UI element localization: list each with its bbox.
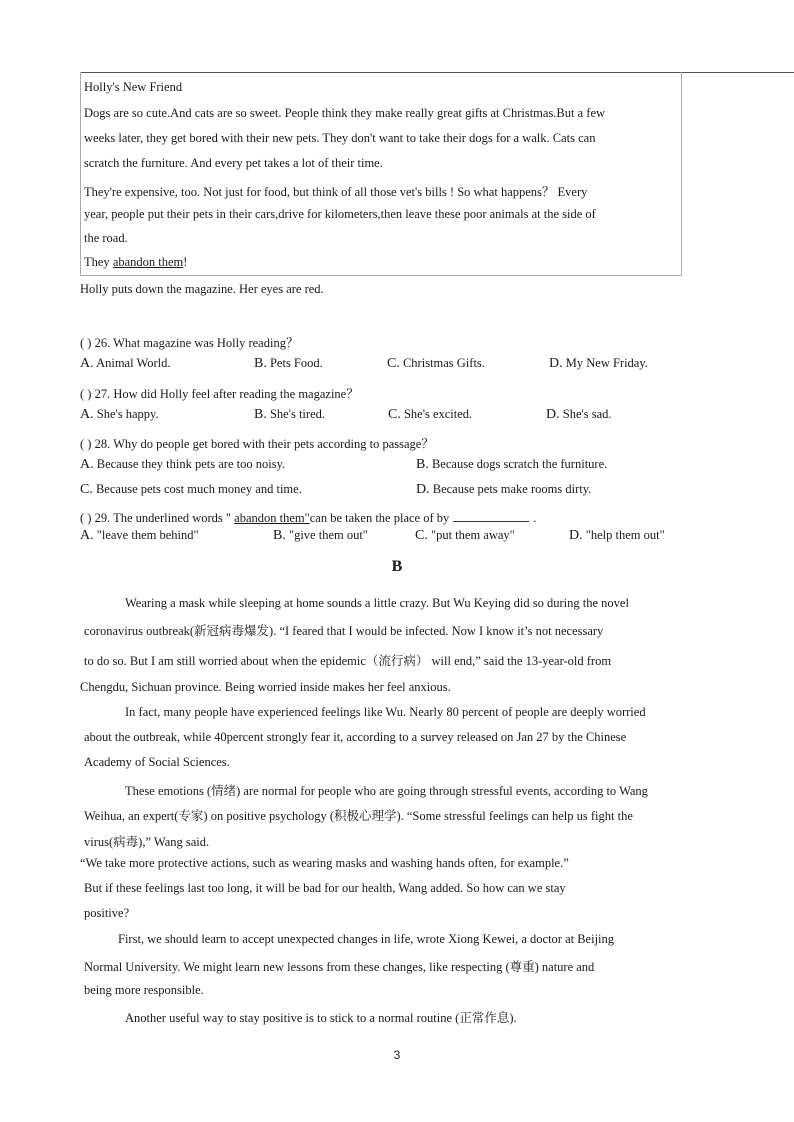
body-line: First, we should learn to accept unexpected changes in life, wrote Xiong Kewei, a doctor at Beijing [118, 932, 615, 946]
body-line: to do so. But I am still worried about when the epidemic（流行病） will end,” said the 13-year-old from [84, 654, 612, 668]
question-stem: ( ) 26. What magazine was Holly reading？ [80, 336, 299, 350]
passage-title: Holly's New Friend [84, 80, 183, 94]
body-line: Wearing a mask while sleeping at home sounds a little crazy. But Wu Keying did so during the novel [125, 596, 629, 610]
option: D. She's sad. [546, 407, 612, 422]
passage-line: Dogs are so cute.And cats are so sweet. People think they make really great gifts at Christmas.But a few [84, 106, 606, 120]
option: C. She's excited. [388, 407, 473, 422]
body-line: “We take more protective actions, such as wearing masks and washing hands often, for example.” [80, 856, 569, 870]
option: C. Because pets cost much money and time. [80, 482, 302, 497]
underlined-phrase: abandon them [112, 255, 184, 269]
option: A. She's happy. [80, 407, 159, 422]
body-line: Weihua, an expert(专家) on positive psychology (积极心理学). “Some stressful feelings can help us fight the [84, 809, 633, 823]
body-line: Chengdu, Sichuan province. Being worried inside makes her feel anxious. [80, 680, 451, 694]
after-box-line: Holly puts down the magazine. Her eyes are red. [80, 282, 324, 296]
question-stem: ( ) 27. How did Holly feel after reading the magazine？ [80, 387, 359, 401]
option: A. Because they think pets are too noisy. [80, 457, 286, 472]
passage-line: weeks later, they get bored with their new pets. They don't want to take their dogs for a walk. Cats can [84, 131, 596, 145]
option: C. "put them away" [415, 528, 515, 543]
section-heading: B [391, 558, 403, 575]
option: D. Because pets make rooms dirty. [416, 482, 592, 497]
option: B. Because dogs scratch the furniture. [416, 457, 608, 472]
passage-line: year, people put their pets in their cars,drive for kilometers,then leave these poor animals at the side of [84, 207, 596, 221]
body-line: coronavirus outbreak(新冠病毒爆发). “I feared that I would be infected. Now I know it’s not necessary [84, 624, 604, 638]
body-line: about the outbreak, while 40percent strongly fear it, according to a survey released on Jan 27 by the Chinese [84, 730, 627, 744]
body-line: In fact, many people have experienced feelings like Wu. Nearly 80 percent of people are deeply worried [125, 705, 646, 719]
body-line: positive? [84, 906, 130, 920]
body-line: being more responsible. [84, 983, 204, 997]
option: A. "leave them behind" [80, 528, 199, 543]
body-line: virus(病毒),” Wang said. [84, 835, 210, 849]
passage-line: the road. [84, 231, 128, 245]
option: B. Pets Food. [254, 356, 323, 371]
option: A. Animal World. [80, 356, 171, 371]
passage-box [80, 72, 682, 276]
body-line: Normal University. We might learn new lessons from these changes, like respecting (尊重) nature and [84, 960, 595, 974]
body-line: But if these feelings last too long, it will be bad for our health, Wang added. So how can we stay [84, 881, 566, 895]
option: B. She's tired. [254, 407, 325, 422]
passage-line: They're expensive, too. Not just for food, but think of all those vet's bills ! So what happens？ Every [84, 185, 588, 199]
option: D. My New Friday. [549, 356, 648, 371]
body-line: Another useful way to stay positive is to stick to a normal routine (正常作息). [125, 1011, 517, 1025]
question-stem: ( ) 28. Why do people get bored with their pets according to passage？ [80, 437, 434, 451]
answer-blank [453, 510, 529, 522]
option: C. Christmas Gifts. [387, 356, 485, 371]
body-line: Academy of Social Sciences. [84, 755, 230, 769]
body-line: These emotions (情绪) are normal for people who are going through stressful events, according to Wang [125, 784, 648, 798]
page-number: 3 [393, 1048, 401, 1062]
option: B. "give them out" [273, 528, 368, 543]
option: D. "help them out" [569, 528, 665, 543]
passage-last-line: They abandon them! [84, 255, 188, 269]
question-stem: ( ) 29. The underlined words " abandon them"can be taken the place of by . [80, 511, 537, 525]
passage-line: scratch the furniture. And every pet takes a lot of their time. [84, 156, 383, 170]
underlined-phrase: abandon them" [234, 511, 310, 525]
